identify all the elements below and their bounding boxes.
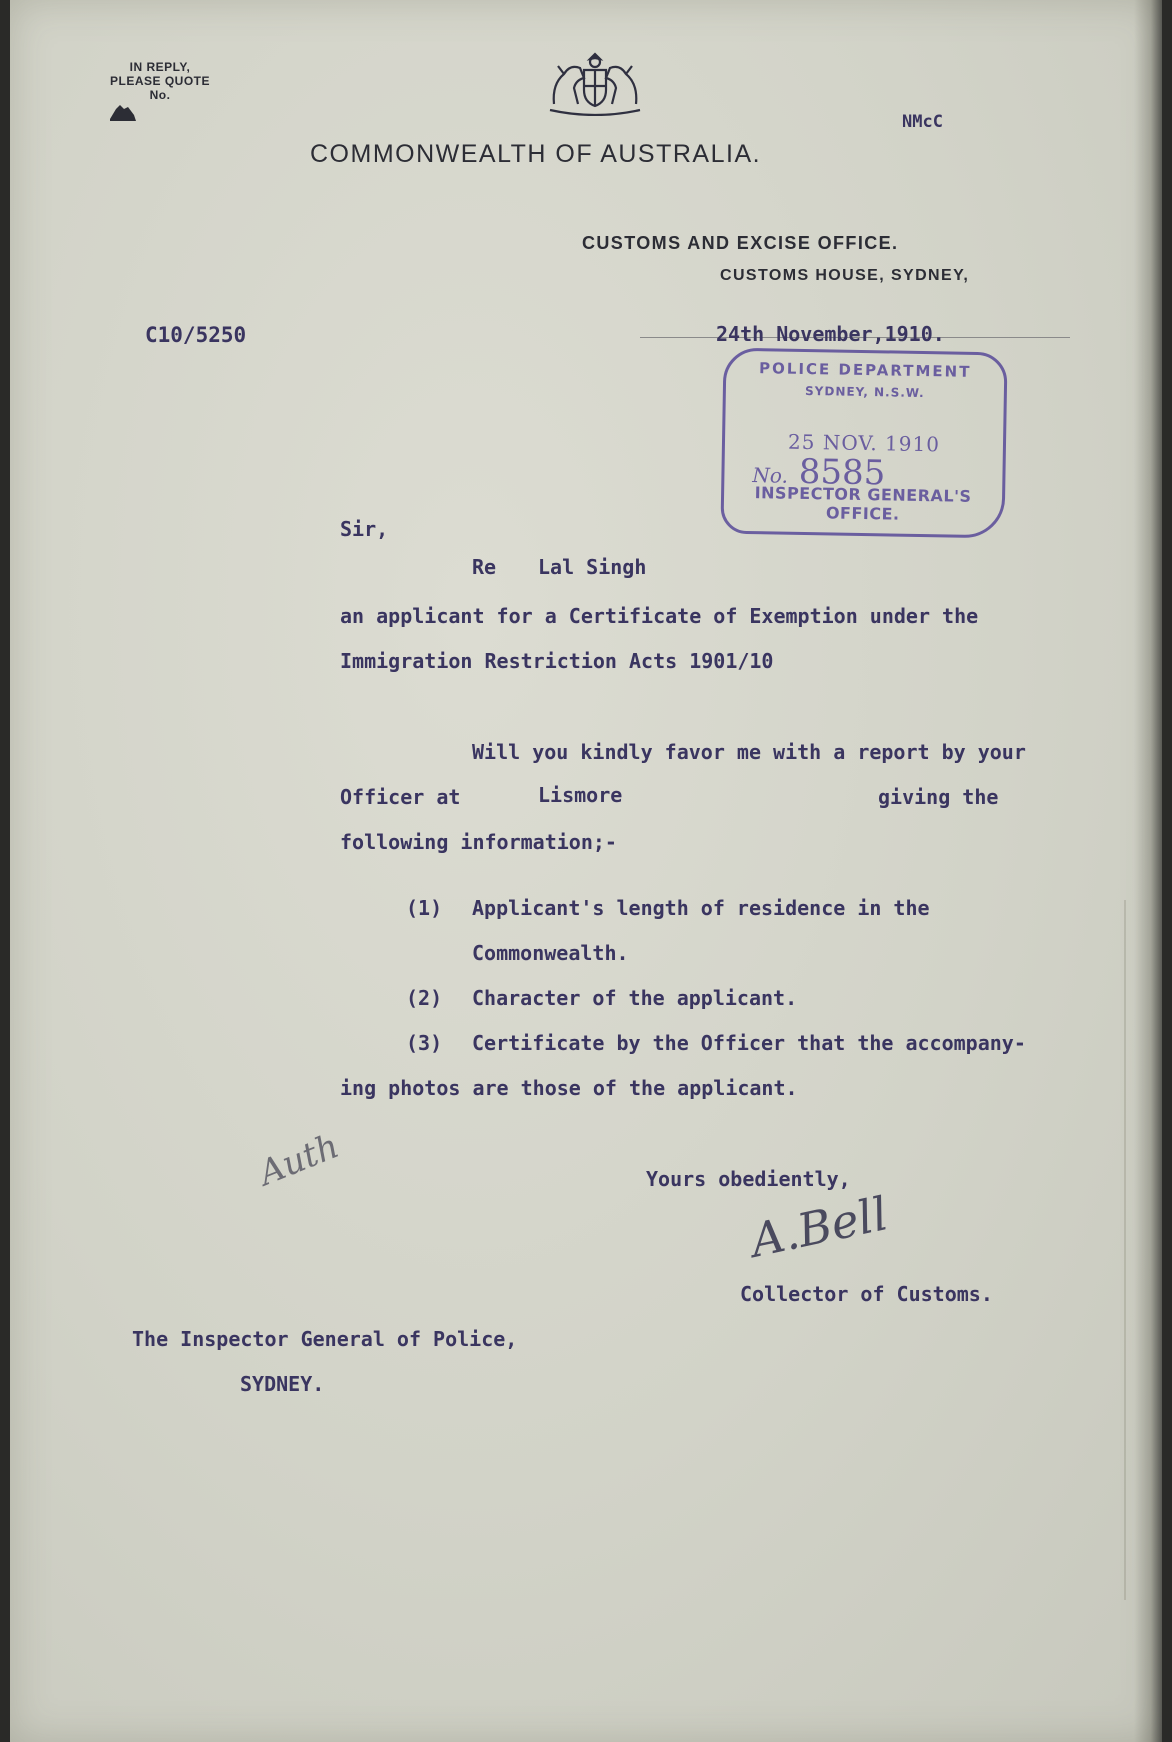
item-1-line-2: Commonwealth.	[472, 941, 629, 965]
letter-date: 24th November,1910.	[716, 322, 945, 346]
item-1-number: (1)	[406, 896, 443, 920]
item-1-line-1: Applicant's length of residence in the	[472, 896, 930, 920]
stamp-number-value: 8585	[798, 451, 886, 494]
item-3-line-2: ing photos are those of the applicant.	[340, 1076, 798, 1100]
item-2-text: Character of the applicant.	[472, 986, 798, 1010]
reply-line-3: No.	[149, 88, 171, 102]
page-title: COMMONWEALTH OF AUSTRALIA.	[310, 140, 762, 168]
subject-line-2: Immigration Restriction Acts 1901/10	[340, 649, 774, 673]
signer-title: Collector of Customs.	[740, 1282, 993, 1306]
margin-handwritten-note: Auth	[253, 1126, 345, 1194]
office-address: CUSTOMS HOUSE, SYDNEY,	[720, 267, 970, 284]
item-3-number: (3)	[406, 1031, 443, 1055]
addressee-line-1: The Inspector General of Police,	[132, 1327, 518, 1351]
stamp-city: SYDNEY, N.S.W.	[804, 383, 925, 401]
stamp-department: POLICE DEPARTMENT	[758, 359, 972, 381]
page-edge-shadow	[1134, 0, 1162, 1742]
officer-at-label: Officer at	[340, 785, 461, 809]
typist-initials: NMcC	[902, 112, 943, 132]
officer-location: Lismore	[538, 783, 623, 807]
body-line-1: Will you kindly favor me with a report by your	[472, 740, 1026, 764]
addressee-line-2: SYDNEY.	[240, 1372, 325, 1396]
item-2-number: (2)	[406, 986, 443, 1010]
reply-line-2: PLEASE QUOTE	[109, 74, 210, 88]
stamp-number-prefix: No.	[752, 463, 789, 488]
applicant-name: Lal Singh	[538, 555, 647, 579]
reference-number: C10/5250	[145, 323, 247, 347]
signature: A.Bell	[745, 1186, 893, 1268]
hand-pointer-icon	[108, 103, 138, 128]
stamp-date: 25 NOV. 1910	[787, 429, 941, 457]
item-3-line-1: Certificate by the Officer that the accompany-	[472, 1031, 1026, 1055]
reply-quote-block	[90, 60, 230, 102]
coat-of-arms-emblem	[540, 48, 650, 121]
re-label: Re	[472, 555, 497, 579]
office-name: CUSTOMS AND EXCISE OFFICE.	[582, 233, 899, 253]
giving-the-label: giving the	[878, 785, 999, 809]
reply-line-1: IN REPLY,	[129, 60, 191, 74]
letter-page	[10, 0, 1162, 1742]
police-received-stamp	[720, 348, 1007, 539]
closing: Yours obediently,	[646, 1167, 851, 1191]
page-fold	[1124, 900, 1126, 1600]
subject-line-1: an applicant for a Certificate of Exemption under the	[340, 604, 979, 628]
following-information: following information;-	[340, 830, 617, 854]
salutation: Sir,	[340, 517, 389, 541]
stamp-office: INSPECTOR GENERAL'S OFFICE.	[754, 483, 972, 524]
